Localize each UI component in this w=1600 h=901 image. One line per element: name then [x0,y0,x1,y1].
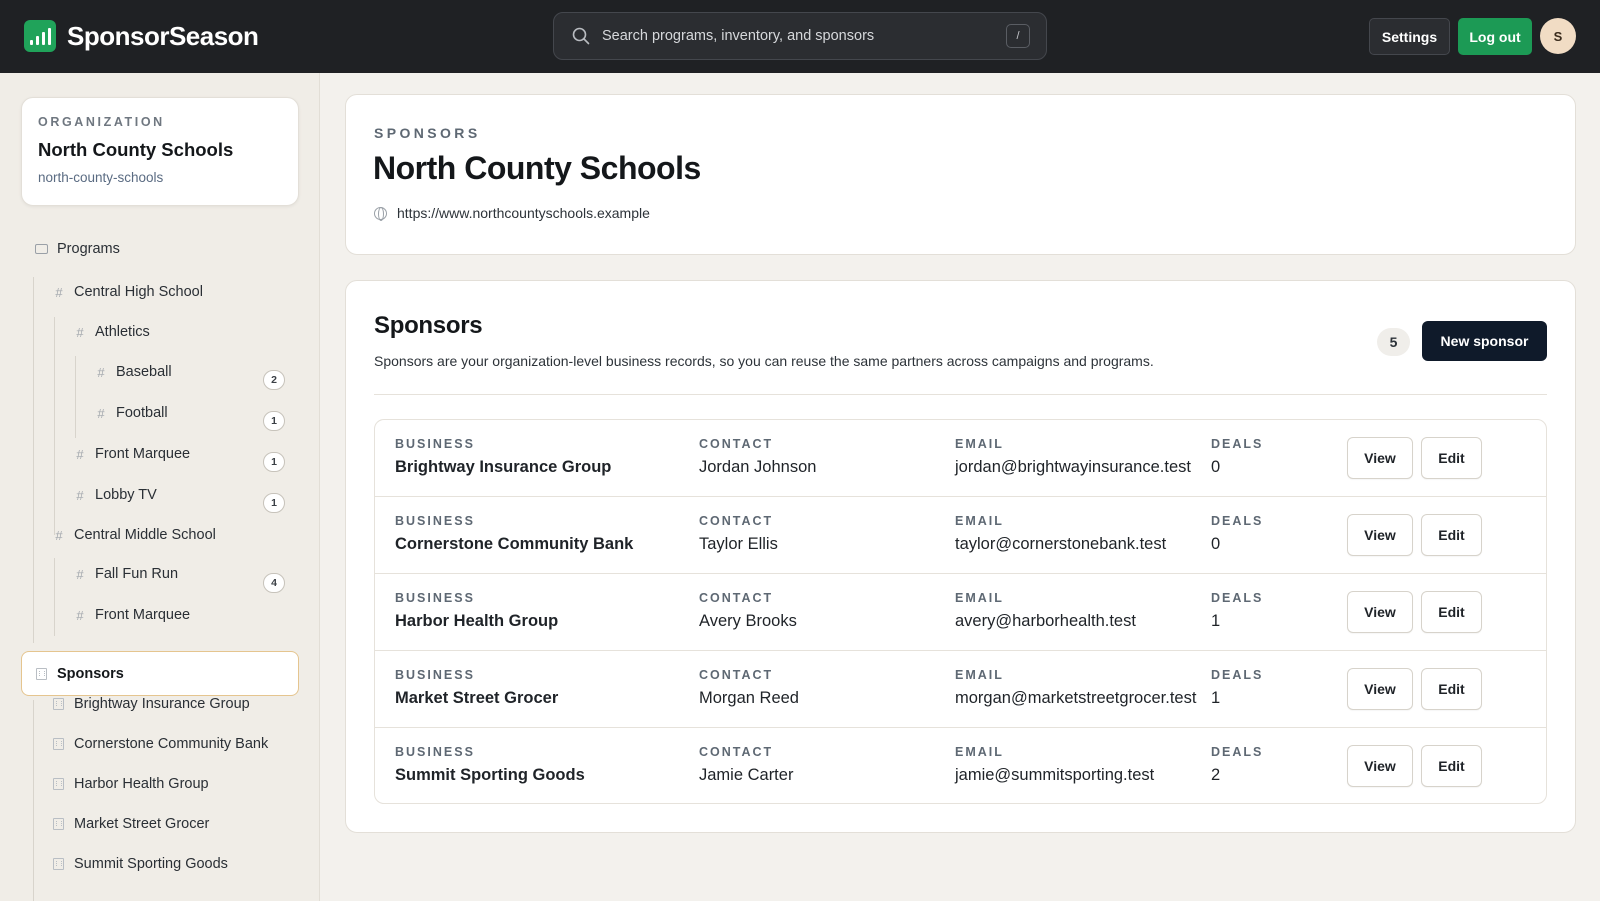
count-badge: 1 [263,411,285,431]
website-url: https://www.northcountyschools.example [397,205,650,221]
sidebar-item-sponsor[interactable] [53,856,228,872]
email-cell [955,591,1136,631]
email-label: EMAIL [955,745,1004,759]
deals-value: 2 [1211,766,1221,784]
business-label: BUSINESS [395,437,475,451]
email-value: morgan@marketstreetgrocer.test [955,689,1197,707]
tree-line [33,700,34,901]
count-badge: 2 [263,370,285,390]
hash-icon: # [97,405,105,421]
email-label: EMAIL [955,514,1004,528]
contact-label: CONTACT [699,437,774,451]
sidebar-item-program[interactable] [74,446,190,462]
sidebar-item-label: Central Middle School [74,527,216,543]
page-title: North County Schools [373,150,701,186]
deals-value: 0 [1211,458,1221,476]
sidebar-item-label: Front Marquee [95,607,191,623]
business-cell [395,591,558,631]
hash-icon: # [76,324,84,340]
sponsors-panel [345,280,1576,833]
contact-cell [699,437,816,477]
business-name: Harbor Health Group [395,612,559,630]
deals-cell [1211,668,1263,708]
business-name: Brightway Insurance Group [395,458,612,476]
search-placeholder: Search programs, inventory, and sponsors [602,28,875,44]
business-name: Summit Sporting Goods [395,766,585,784]
deals-cell [1211,745,1263,785]
sidebar-item-label: Programs [57,241,120,257]
email-label: EMAIL [955,437,1004,451]
settings-button[interactable]: Settings [1369,18,1450,55]
search-input[interactable] [553,12,1047,60]
hash-icon: # [55,284,63,300]
building-icon [53,858,64,870]
page-header-card [345,94,1576,255]
panel-title: Sponsors [374,312,483,339]
email-value: jordan@brightwayinsurance.test [955,458,1191,476]
contact-cell [699,668,799,708]
deals-label: DEALS [1211,514,1264,528]
email-label: EMAIL [955,591,1004,605]
business-label: BUSINESS [395,745,475,759]
business-label: BUSINESS [395,514,475,528]
search-shortcut-key: / [1006,24,1030,48]
sidebar-item-program[interactable] [53,527,216,543]
edit-button[interactable]: Edit [1421,745,1482,787]
page-eyebrow: SPONSORS [374,125,481,141]
email-cell [955,668,1196,708]
business-cell [395,514,633,554]
sponsors-table [374,419,1547,804]
business-cell [395,668,558,708]
view-button[interactable]: View [1347,745,1413,787]
tree-line [54,317,55,535]
count-badge: 1 [263,452,285,472]
sidebar-item-program[interactable] [53,284,203,300]
contact-name: Taylor Ellis [699,535,778,553]
business-label: BUSINESS [395,668,475,682]
building-icon [53,698,64,710]
business-cell [395,745,585,785]
sidebar-item-program[interactable] [74,487,157,503]
sidebar-item-label: Central High School [74,284,203,300]
view-button[interactable]: View [1347,591,1413,633]
deals-cell [1211,591,1263,631]
sidebar-item-program[interactable] [95,405,168,421]
sidebar-item-sponsor[interactable] [53,816,209,832]
sidebar-item-program[interactable] [74,324,150,340]
contact-name: Avery Brooks [699,612,797,630]
brand[interactable] [24,20,258,52]
deals-value: 0 [1211,535,1221,553]
edit-button[interactable]: Edit [1421,514,1482,556]
tree-line [75,356,76,438]
email-value: avery@harborhealth.test [955,612,1136,630]
contact-label: CONTACT [699,591,774,605]
bar-chart-logo-icon [24,20,56,52]
edit-button[interactable]: Edit [1421,437,1482,479]
top-bar [0,0,1600,73]
org-slug: north-county-schools [38,170,164,185]
globe-icon [374,207,387,220]
sidebar-item-program[interactable] [74,607,190,623]
organization-card[interactable] [21,97,299,206]
hash-icon: # [76,487,84,503]
sidebar-item-label: Athletics [95,324,150,340]
tree-line [33,277,34,643]
sponsor-count-badge: 5 [1377,328,1410,356]
deals-label: DEALS [1211,668,1264,682]
count-badge: 1 [263,493,285,513]
sidebar-item-label: Summit Sporting Goods [74,856,228,872]
email-cell [955,745,1154,785]
contact-cell [699,591,797,631]
contact-cell [699,745,793,785]
sidebar-item-label: Market Street Grocer [74,816,210,832]
website-link[interactable] [374,205,650,221]
sidebar-item-label: Cornerstone Community Bank [74,736,269,752]
deals-value: 1 [1211,612,1221,630]
email-value: jamie@summitsporting.test [955,766,1155,784]
business-cell [395,437,611,477]
table-row [375,420,1547,497]
contact-name: Jordan Johnson [699,458,817,476]
sidebar-item-label: Fall Fun Run [95,566,179,582]
tree-line [54,558,55,636]
hash-icon: # [76,446,84,462]
table-row [375,574,1547,651]
building-icon [53,778,64,790]
app-name: SponsorSeason [67,20,259,51]
sidebar [0,73,320,901]
hash-icon: # [55,527,63,543]
sidebar-item-label: Brightway Insurance Group [74,696,250,712]
search-icon [572,27,590,45]
business-name: Market Street Grocer [395,689,559,707]
view-button[interactable]: View [1347,514,1413,556]
sidebar-item-label: Football [116,405,168,421]
folder-icon [35,244,48,254]
building-icon [53,738,64,750]
edit-button[interactable]: Edit [1421,591,1482,633]
contact-label: CONTACT [699,514,774,528]
contact-cell [699,514,778,554]
table-row [375,497,1547,574]
email-cell [955,437,1191,477]
divider [374,394,1547,395]
deals-label: DEALS [1211,437,1264,451]
new-sponsor-button[interactable]: New sponsor [1422,321,1547,361]
sidebar-item-label: Baseball [116,364,172,380]
org-name: North County Schools [38,139,234,160]
contact-name: Morgan Reed [699,689,799,707]
edit-button[interactable]: Edit [1421,668,1482,710]
deals-value: 1 [1211,689,1221,707]
view-button[interactable]: View [1347,668,1413,710]
deals-cell [1211,437,1263,477]
business-name: Cornerstone Community Bank [395,535,634,553]
logout-button[interactable]: Log out [1458,18,1532,55]
sidebar-item-label: Harbor Health Group [74,776,209,792]
sidebar-item-label: Lobby TV [95,487,157,503]
contact-label: CONTACT [699,668,774,682]
count-badge: 4 [263,573,285,593]
email-value: taylor@cornerstonebank.test [955,535,1167,553]
sidebar-item-sponsor[interactable] [53,776,209,792]
deals-label: DEALS [1211,745,1264,759]
sidebar-item-sponsors[interactable] [21,651,299,696]
hash-icon: # [76,566,84,582]
avatar[interactable]: S [1540,18,1576,54]
hash-icon: # [76,607,84,623]
contact-name: Jamie Carter [699,766,794,784]
view-button[interactable]: View [1347,437,1413,479]
sidebar-item-program[interactable] [95,364,172,380]
deals-cell [1211,514,1263,554]
table-row [375,728,1547,804]
sidebar-item-sponsor[interactable] [53,696,250,712]
building-icon [53,818,64,830]
contact-label: CONTACT [699,745,774,759]
sidebar-item-sponsor[interactable] [53,736,268,752]
business-label: BUSINESS [395,591,475,605]
sidebar-item-program[interactable] [74,566,178,582]
sidebar-item-label: Front Marquee [95,446,191,462]
org-eyebrow: ORGANIZATION [38,115,165,129]
email-label: EMAIL [955,668,1004,682]
email-cell [955,514,1166,554]
sidebar-item-programs[interactable] [35,241,120,257]
sidebar-item-label: Sponsors [57,665,124,682]
table-row [375,651,1547,728]
building-icon [36,668,47,680]
hash-icon: # [97,364,105,380]
panel-description: Sponsors are your organization-level business records, so you can reuse the same partners across campaigns and programs. [374,353,1154,369]
deals-label: DEALS [1211,591,1264,605]
